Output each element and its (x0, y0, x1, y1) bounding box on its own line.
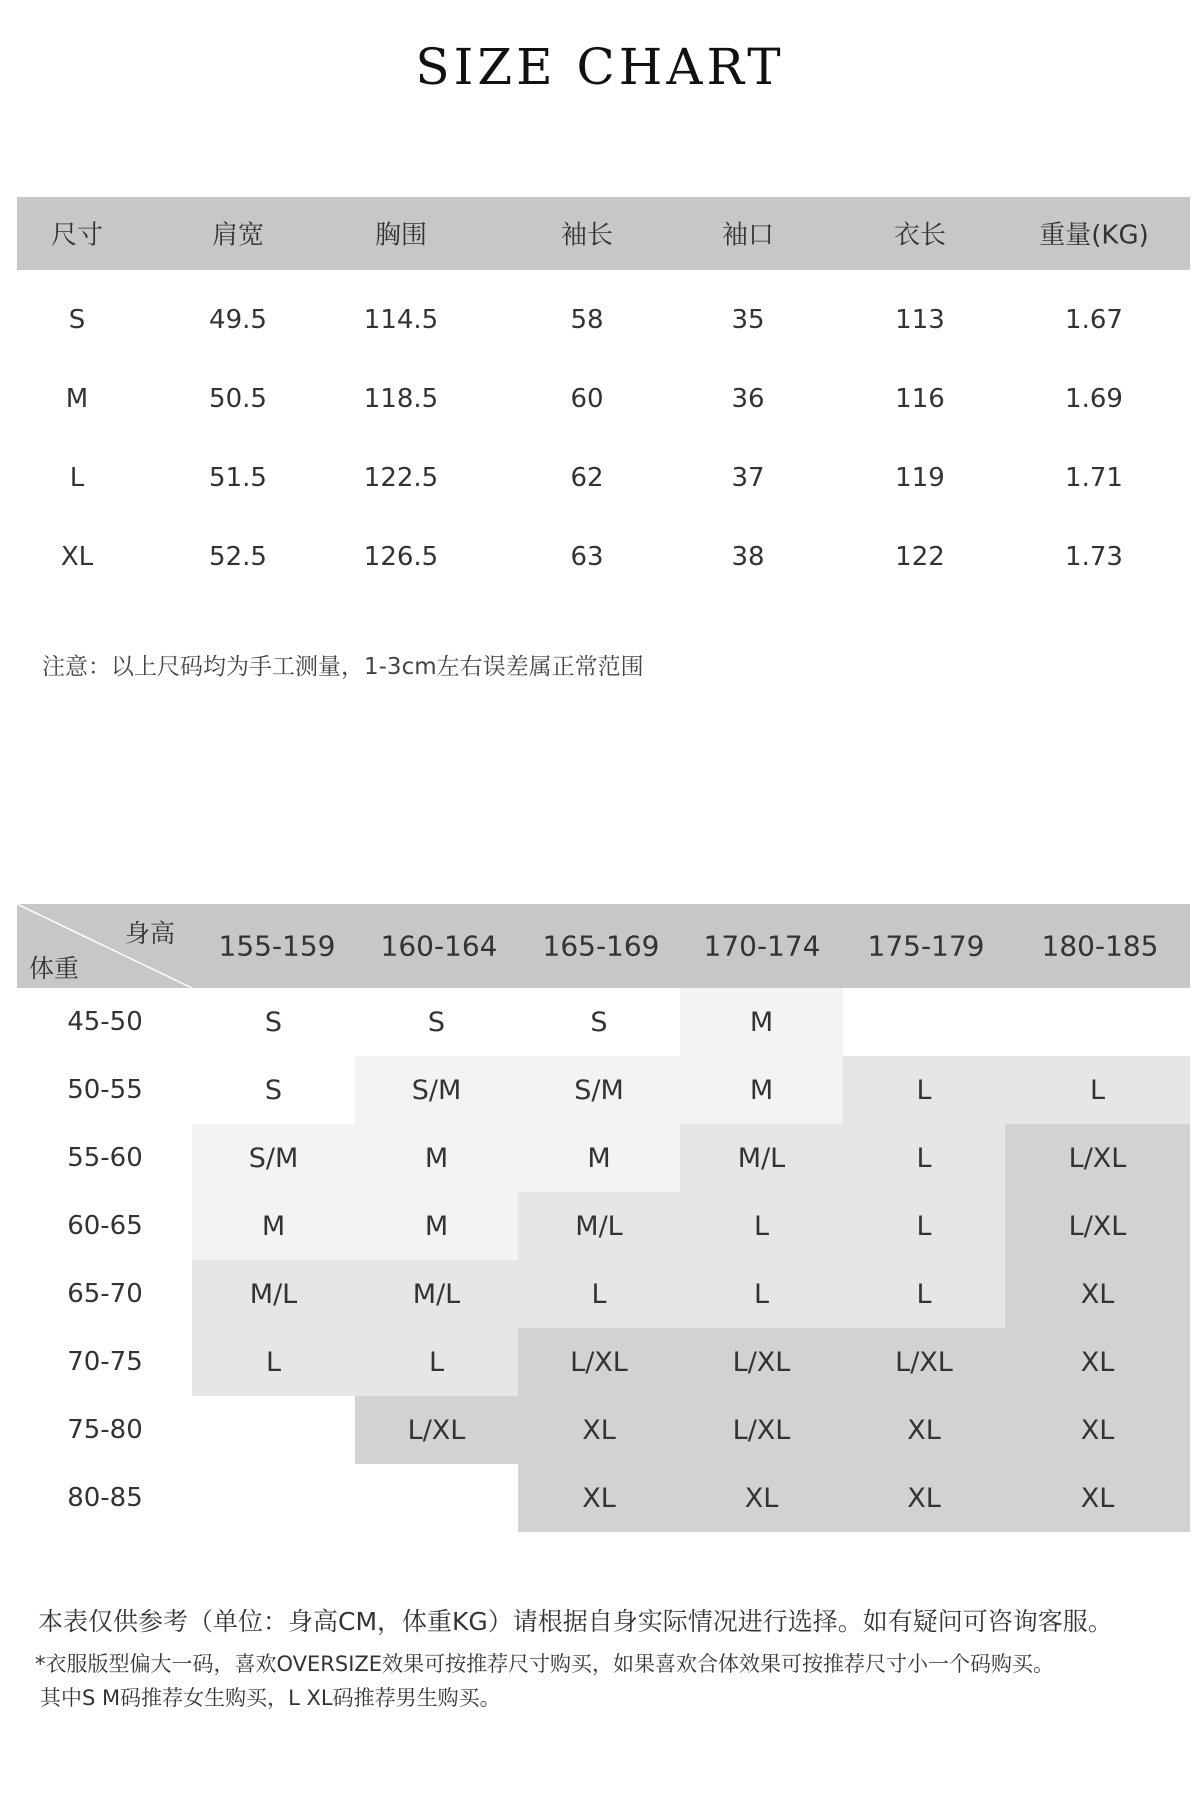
height-range-header: 160-164 (380, 929, 498, 963)
height-range-header: 180-185 (1041, 929, 1159, 963)
recommended-size-cell: S (355, 988, 518, 1056)
recommended-size-cell: S/M (355, 1056, 518, 1124)
recommended-size-cell: M (192, 1192, 355, 1260)
weight-range-label: 55-60 (67, 1143, 143, 1173)
height-range-header: 155-159 (218, 929, 336, 963)
measurement-value: 122 (895, 542, 945, 572)
measurement-value: 58 (570, 305, 604, 335)
recommended-size-cell: L (192, 1328, 355, 1396)
measurement-column-header: 肩宽 (211, 220, 265, 251)
height-axis-label: 身高 (125, 919, 176, 948)
measurement-value: 51.5 (209, 463, 267, 493)
recommended-size-cell: L/XL (680, 1328, 843, 1396)
measurement-value: 1.69 (1065, 384, 1123, 414)
recommended-size-cell: L (843, 1056, 1005, 1124)
recommended-size-cell: S (192, 1056, 355, 1124)
recommended-size-cell: XL (1005, 1328, 1190, 1396)
recommended-size-cell: XL (1005, 1396, 1190, 1464)
recommended-size-cell: M/L (192, 1260, 355, 1328)
weight-range-label: 75-80 (67, 1415, 143, 1445)
recommended-size-cell (1005, 988, 1190, 1056)
page-title: SIZE CHART (415, 38, 785, 96)
recommended-size-cell: S (518, 988, 680, 1056)
measurement-column-header: 衣长 (893, 220, 947, 251)
recommended-size-cell: M/L (355, 1260, 518, 1328)
measurement-table-header (17, 197, 1190, 270)
height-range-header: 175-179 (867, 929, 985, 963)
measurement-value: 37 (731, 463, 765, 493)
size-label: S (68, 305, 86, 335)
measurement-column-header: 重量(KG) (1039, 220, 1149, 251)
recommended-size-cell (355, 1464, 518, 1532)
gender-advice-note: 其中S M码推荐女生购买，L XL码推荐男生购买。 (40, 1686, 501, 1710)
weight-range-label: 65-70 (67, 1279, 143, 1309)
measurement-value: 36 (731, 384, 765, 414)
height-range-header: 170-174 (703, 929, 821, 963)
recommended-size-cell: XL (843, 1464, 1005, 1532)
measurement-value: 49.5 (209, 305, 267, 335)
measurement-value: 60 (570, 384, 604, 414)
recommended-size-cell: L (843, 1192, 1005, 1260)
weight-range-label: 80-85 (67, 1483, 143, 1513)
measurement-value: 1.73 (1065, 542, 1123, 572)
recommended-size-cell (192, 1464, 355, 1532)
measurement-note: 注意：以上尺码均为手工测量，1-3cm左右误差属正常范围 (42, 654, 644, 680)
measurement-column-header: 袖口 (721, 220, 775, 251)
recommended-size-cell: XL (518, 1396, 680, 1464)
size-label: M (65, 384, 89, 414)
measurement-value: 1.71 (1065, 463, 1123, 493)
measurement-value: 50.5 (209, 384, 267, 414)
recommended-size-cell: L/XL (1005, 1192, 1190, 1260)
measurement-value: 116 (895, 384, 945, 414)
weight-range-label: 70-75 (67, 1347, 143, 1377)
measurement-value: 35 (731, 305, 765, 335)
recommended-size-cell: L (1005, 1056, 1190, 1124)
recommended-size-cell: XL (518, 1464, 680, 1532)
fit-advice-note: *衣服版型偏大一码，喜欢OVERSIZE效果可按推荐尺寸购买，如果喜欢合体效果可按推荐尺寸小一个码购买。 (35, 1652, 1055, 1676)
recommended-size-cell: M/L (680, 1124, 843, 1192)
recommended-size-cell: S/M (518, 1056, 680, 1124)
reference-note: 本表仅供参考（单位：身高CM，体重KG）请根据自身实际情况进行选择。如有疑问可咨询客服。 (38, 1607, 1113, 1636)
height-range-header: 165-169 (542, 929, 660, 963)
recommended-size-cell: L (843, 1260, 1005, 1328)
recommended-size-cell: M (680, 988, 843, 1056)
recommended-size-cell: L/XL (1005, 1124, 1190, 1192)
measurement-value: 114.5 (363, 305, 439, 335)
recommended-size-cell: L (843, 1124, 1005, 1192)
recommended-size-cell: S/M (192, 1124, 355, 1192)
recommended-size-cell: M (355, 1124, 518, 1192)
recommended-size-cell: L (680, 1192, 843, 1260)
recommended-size-cell: M (680, 1056, 843, 1124)
recommended-size-cell (843, 988, 1005, 1056)
recommended-size-cell (192, 1396, 355, 1464)
recommended-size-cell: L/XL (355, 1396, 518, 1464)
measurement-value: 113 (895, 305, 945, 335)
recommended-size-cell: L/XL (843, 1328, 1005, 1396)
recommended-size-cell: L (680, 1260, 843, 1328)
recommended-size-cell: XL (680, 1464, 843, 1532)
recommended-size-cell: L (355, 1328, 518, 1396)
recommended-size-cell: L/XL (518, 1328, 680, 1396)
measurement-column-header: 胸围 (374, 220, 428, 251)
recommended-size-cell: M (518, 1124, 680, 1192)
measurement-value: 63 (570, 542, 604, 572)
recommended-size-cell: XL (1005, 1260, 1190, 1328)
recommended-size-cell: L/XL (680, 1396, 843, 1464)
weight-axis-label: 体重 (29, 954, 80, 983)
measurement-value: 126.5 (363, 542, 439, 572)
measurement-value: 52.5 (209, 542, 267, 572)
recommended-size-cell: L (518, 1260, 680, 1328)
measurement-value: 1.67 (1065, 305, 1123, 335)
measurement-column-header: 尺寸 (50, 220, 104, 251)
measurement-value: 62 (570, 463, 604, 493)
recommended-size-cell: S (192, 988, 355, 1056)
recommended-size-cell: M/L (518, 1192, 680, 1260)
size-label: XL (60, 542, 94, 572)
recommended-size-cell: XL (1005, 1464, 1190, 1532)
measurement-value: 38 (731, 542, 765, 572)
measurement-column-header: 袖长 (560, 220, 614, 251)
recommended-size-cell: XL (843, 1396, 1005, 1464)
recommended-size-cell: M (355, 1192, 518, 1260)
weight-range-label: 60-65 (67, 1211, 143, 1241)
recommendation-table-header (17, 904, 1190, 988)
weight-range-label: 50-55 (67, 1075, 143, 1105)
measurement-value: 119 (895, 463, 945, 493)
size-label: L (69, 463, 85, 493)
weight-range-label: 45-50 (67, 1007, 143, 1037)
measurement-value: 122.5 (363, 463, 439, 493)
measurement-value: 118.5 (363, 384, 439, 414)
